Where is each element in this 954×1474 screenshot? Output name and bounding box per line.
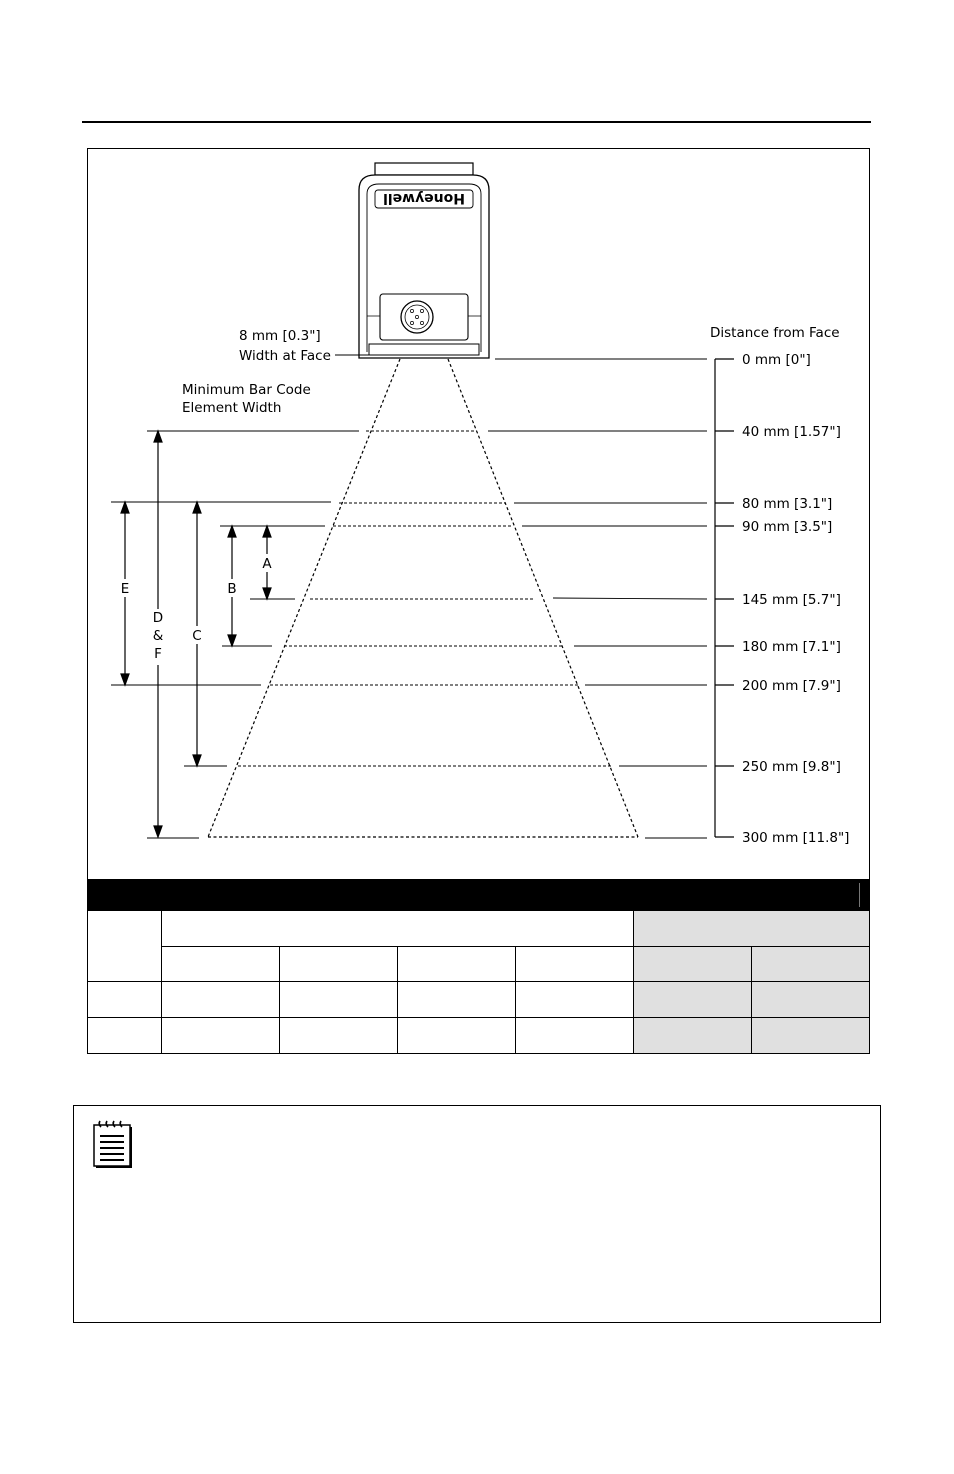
range-label-ampersand: &: [152, 628, 164, 644]
table-cell: [752, 982, 869, 1018]
table-cell: [516, 1018, 634, 1053]
distance-tick-label: 0 mm [0"]: [742, 352, 811, 368]
table-cell: [162, 911, 634, 947]
table-cell: [398, 947, 516, 982]
table-cell: [516, 947, 634, 982]
table-cell: [752, 1018, 869, 1053]
table-cell: [162, 1018, 280, 1053]
table-cell: [634, 911, 869, 947]
brand-logo: Honeywell: [383, 190, 465, 206]
distance-tick-label: 180 mm [7.1"]: [742, 639, 841, 655]
distance-axis: [715, 359, 734, 837]
min-element-width-label: Element Width: [182, 400, 282, 416]
table-cell: [398, 982, 516, 1018]
table-cell: [634, 982, 752, 1018]
table-cell: [162, 982, 280, 1018]
distance-tick-label: 80 mm [3.1"]: [742, 496, 833, 512]
table-cell: [280, 947, 398, 982]
depth-of-field-diagram: [87, 148, 870, 878]
range-label-e: E: [120, 581, 130, 597]
table-cell: [280, 982, 398, 1018]
scanner-device: [359, 163, 489, 358]
connector-port-icon: [401, 301, 433, 333]
min-element-width-label: Minimum Bar Code: [182, 382, 311, 398]
table-cell: [634, 1018, 752, 1053]
table-cell: [88, 911, 162, 982]
range-label-d: D: [152, 610, 164, 626]
range-label-c: C: [192, 628, 202, 644]
range-letter-labels: [118, 554, 274, 665]
distance-tick-label: 90 mm [3.5"]: [742, 519, 833, 535]
table-cell: [162, 947, 280, 982]
distance-tick-label: 145 mm [5.7"]: [742, 592, 841, 608]
spec-table: [88, 911, 869, 1053]
note-box: [73, 1105, 881, 1323]
distance-tick-label: 250 mm [9.8"]: [742, 759, 841, 775]
range-label-a: A: [262, 556, 272, 572]
table-header-band: [88, 879, 869, 911]
face-width-label: Width at Face: [239, 348, 331, 364]
distance-axis-title: Distance from Face: [710, 325, 840, 341]
distance-tick-label: 300 mm [11.8"]: [742, 830, 850, 846]
range-label-f: F: [154, 646, 162, 662]
note-icon: [93, 1120, 137, 1170]
table-cell: [88, 1018, 162, 1053]
distance-tick-label: 40 mm [1.57"]: [742, 424, 841, 440]
range-label-b: B: [227, 581, 237, 597]
table-cell: [88, 982, 162, 1018]
table-cell: [398, 1018, 516, 1053]
table-cell: [516, 982, 634, 1018]
distance-tick-label: 200 mm [7.9"]: [742, 678, 841, 694]
table-cell: [634, 947, 752, 982]
header-rule: [82, 121, 871, 123]
band-divider: [859, 883, 860, 907]
table-cell: [752, 947, 869, 982]
face-width-label: 8 mm [0.3"]: [239, 328, 321, 344]
table-cell: [280, 1018, 398, 1053]
